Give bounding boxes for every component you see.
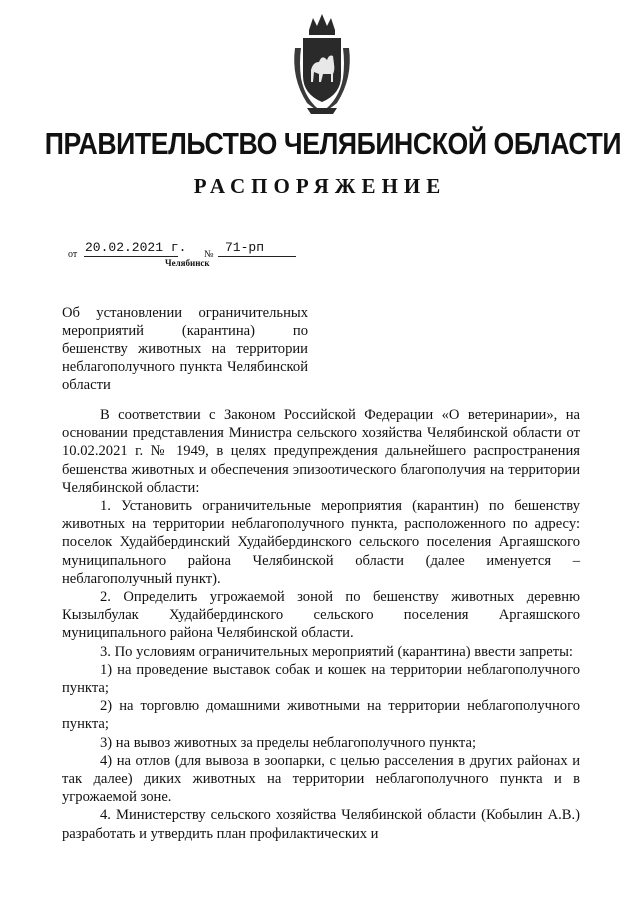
clause-paragraph: 2. Определить угрожаемой зоной по бешенству животных деревню Кызылбулак Худайбердинского сельского поселения Аргаяшского муниципального района Челябинской области. bbox=[62, 589, 580, 642]
subclause-paragraph: 1) на проведение выставок собак и кошек на территории неблагополучного пункта; bbox=[62, 661, 580, 697]
preamble-paragraph: В соответствии с Законом Российской Федерации «О ветеринарии», на основании представления Министра сельского хозяйства Челябинской области от 10.02.2021 г. № 1949, в целях предупреждения дальнейшего распространения бешенства животных и обеспечения эпизоотического благополучия на территории Челябинской области: bbox=[62, 407, 580, 496]
subclause-paragraph: 4) на отлов (для вывоза в зоопарки, с целью расселения в других районах и так далее) диких животных на территории неблагополучного пункта и в угрожаемой зоне. bbox=[62, 752, 580, 806]
document-type: РАСПОРЯЖЕНИЕ bbox=[193, 174, 447, 198]
coat-of-arms-icon bbox=[287, 8, 357, 118]
clause-paragraph: 3. По условиям ограничительных мероприятий (карантина) ввести запреты: bbox=[100, 643, 573, 660]
date-label: от bbox=[68, 249, 78, 260]
subclause-paragraph: 3) на вывоз животных за пределы неблагополучного пункта; bbox=[100, 734, 477, 751]
date-underline bbox=[84, 256, 178, 257]
number-underline bbox=[218, 256, 296, 257]
issue-city: Челябинск bbox=[165, 258, 210, 268]
government-title: ПРАВИТЕЛЬСТВО ЧЕЛЯБИНСКОЙ ОБЛАСТИ bbox=[44, 126, 622, 161]
clause-paragraph: 1. Установить ограничительные мероприятия (карантин) по бешенству животных на территории неблагополучного пункта, расположенного по адресу: поселок Худайбердинский Худайбердинского сельского поселения Аргаяшского муниципального района Челябинской области (далее именуется – неблагополучный пункт). bbox=[62, 498, 580, 587]
clause-paragraph: 4. Министерству сельского хозяйства Челябинской области (Кобылин А.В.) разработать и утвердить план профилактических и bbox=[62, 807, 580, 842]
number-label: № bbox=[204, 249, 214, 260]
document-body bbox=[62, 406, 580, 843]
number-value: 71-рп bbox=[225, 240, 265, 255]
subclause-paragraph: 2) на торговлю домашними животными на территории неблагополучного пункта; bbox=[62, 698, 580, 733]
document-subject: Об установлении ограничительных мероприятий (карантина) по бешенству животных на территории неблагополучного пункта Челябинской области bbox=[62, 305, 308, 393]
date-value: 20.02.2021 г. bbox=[85, 240, 187, 255]
